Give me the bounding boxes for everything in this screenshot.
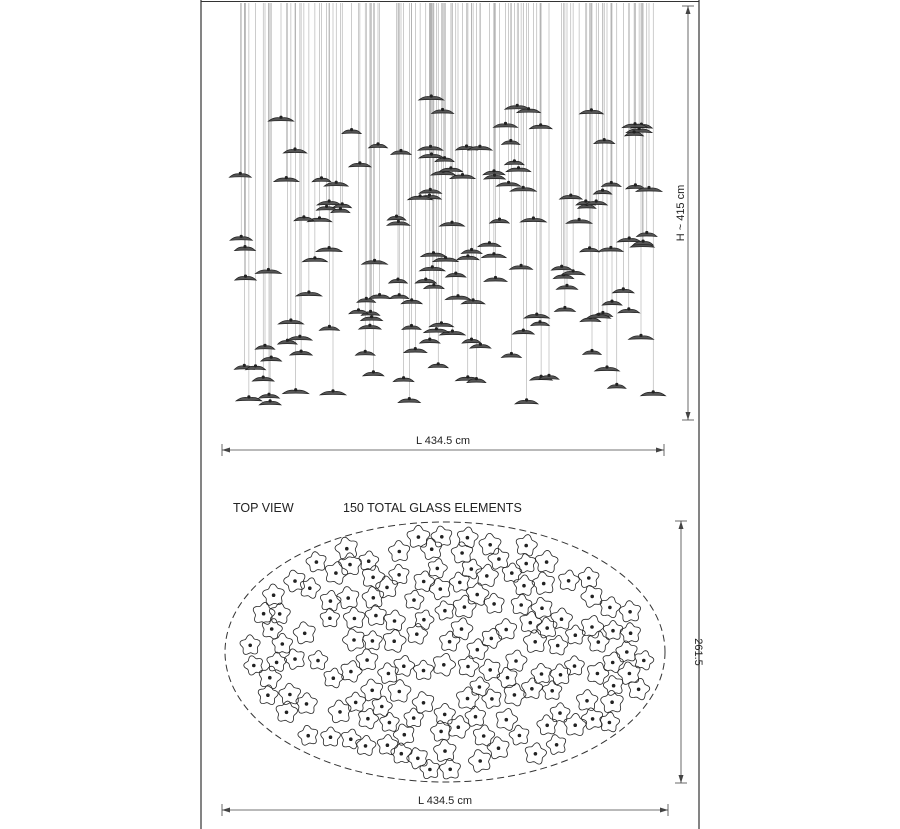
glass-pendant	[560, 194, 583, 200]
top-width-label: 261.5	[692, 638, 704, 666]
glass-element-plan	[377, 735, 398, 755]
glass-element-plan	[414, 571, 434, 591]
glass-pendant	[288, 335, 312, 341]
glass-pendant	[419, 152, 444, 158]
glass-pendant	[457, 254, 479, 260]
glass-element-plan	[321, 590, 342, 611]
glass-pendant	[294, 215, 314, 221]
glass-element-plan	[578, 567, 599, 587]
glass-pendant	[462, 338, 481, 344]
glass-pendant	[510, 186, 536, 192]
glass-element-plan	[388, 680, 411, 702]
glass-pendant	[608, 383, 626, 389]
glass-pendant	[445, 294, 470, 300]
glass-pendant	[229, 172, 251, 178]
glass-pendant	[359, 324, 381, 330]
glass-pendant	[252, 376, 274, 382]
glass-pendant	[283, 147, 306, 153]
top-length-label: L 434.5 cm	[417, 795, 473, 807]
glass-element-plan	[279, 683, 301, 704]
glass-pendant	[387, 220, 410, 226]
glass-element-plan	[551, 608, 573, 629]
glass-element-plan	[325, 562, 347, 585]
glass-element-plan	[414, 660, 434, 679]
glass-element-plan	[428, 559, 447, 578]
glass-pendant	[418, 145, 443, 151]
glass-element-plan	[415, 610, 434, 629]
glass-pendant	[274, 176, 299, 182]
glass-element-plan	[548, 635, 568, 655]
glass-pendant	[404, 347, 427, 353]
glass-pendant	[235, 245, 256, 251]
glass-pendant	[255, 344, 274, 350]
top-view	[225, 522, 665, 782]
glass-pendant	[583, 349, 601, 355]
glass-pendant	[235, 275, 256, 281]
glass-pendant	[494, 122, 518, 128]
glass-pendant	[319, 325, 339, 331]
glass-element-plan	[434, 703, 455, 724]
glass-pendant	[363, 370, 384, 376]
canopy-outline	[225, 522, 665, 782]
glass-element-plan	[362, 587, 384, 608]
glass-pendant	[502, 352, 522, 358]
glass-pendant	[440, 221, 465, 227]
glass-element-plan	[434, 653, 456, 676]
glass-pendant	[555, 306, 576, 312]
glass-pendant	[391, 149, 411, 155]
glass-element-plan	[384, 610, 405, 631]
glass-element-plan	[616, 641, 637, 662]
glass-element-plan	[341, 661, 362, 683]
glass-element-plan	[496, 619, 517, 640]
glass-element-plan	[343, 629, 365, 651]
glass-pendant	[602, 181, 621, 187]
glass-element-plan	[389, 564, 409, 584]
glass-element-plan	[506, 650, 527, 671]
glass-pendant	[387, 215, 406, 221]
height-dimension	[675, 6, 694, 420]
glass-element-plan	[466, 583, 489, 605]
glass-element-plan	[407, 525, 430, 547]
glass-element-plan	[359, 708, 379, 728]
glass-pendant	[316, 246, 342, 252]
glass-pendant	[484, 276, 507, 282]
glass-pendant	[580, 108, 604, 114]
glass-pendant	[478, 241, 501, 247]
front-length-label: L 434.5 cm	[415, 435, 471, 447]
glass-element-plan	[363, 631, 382, 650]
glass-element-plan	[511, 594, 532, 614]
glass-element-plan	[546, 735, 565, 755]
glass-pendant	[595, 365, 620, 371]
glass-element-plan	[420, 759, 439, 778]
front-view	[229, 3, 665, 405]
glass-element-plan	[383, 629, 406, 652]
glass-element-plan	[244, 656, 263, 675]
glass-pendant	[369, 293, 391, 299]
glass-element-plan	[346, 692, 366, 711]
glass-pendant	[361, 315, 383, 321]
glass-element-plan	[603, 676, 622, 696]
glass-pendant	[432, 108, 454, 114]
glass-pendant	[268, 116, 293, 122]
glass-element-plan	[320, 608, 339, 627]
glass-element-plan	[284, 649, 304, 670]
glass-pendant	[356, 350, 376, 356]
glass-element-plan	[522, 678, 543, 699]
glass-element-plan	[581, 586, 602, 608]
glass-element-plan	[564, 713, 587, 735]
glass-pendant	[496, 181, 520, 187]
glass-element-plan	[272, 633, 292, 653]
glass-pendant	[506, 166, 531, 172]
glass-pendant	[470, 343, 491, 349]
glass-element-plan	[440, 631, 460, 651]
glass-element-plan	[458, 656, 479, 677]
glass-pendant	[390, 293, 409, 299]
glass-element-plan	[550, 664, 571, 685]
top-length-dimension	[222, 795, 668, 816]
glass-element-plan	[296, 693, 317, 714]
glass-element-plan	[600, 597, 621, 618]
glass-element-plan	[577, 690, 598, 711]
glass-pendant	[515, 398, 538, 404]
glass-element-plan	[267, 652, 287, 671]
glass-pendant	[393, 376, 414, 382]
glass-elements-plan	[240, 525, 654, 779]
glass-pendant	[510, 264, 533, 270]
glass-pendant	[637, 231, 657, 237]
glass-element-plan	[293, 622, 315, 644]
glass-element-plan	[603, 621, 623, 640]
glass-element-plan	[451, 542, 473, 563]
glass-pendant	[530, 123, 553, 129]
glass-element-plan	[324, 668, 344, 688]
glass-pendant	[617, 236, 641, 242]
glass-pendant	[398, 397, 420, 403]
glass-element-plan	[240, 635, 260, 655]
glass-element-plan	[479, 533, 501, 555]
glass-pendant	[428, 362, 448, 368]
glass-element-plan	[429, 578, 450, 599]
glass-element-plan	[565, 656, 585, 675]
glass-pendant	[303, 256, 328, 262]
glass-pendant	[502, 139, 520, 145]
glass-element-plan	[298, 725, 318, 745]
glass-element-plan	[457, 527, 478, 548]
glass-element-plan	[412, 692, 434, 714]
glass-element-plan	[269, 603, 290, 623]
glass-pendant	[259, 393, 280, 399]
glass-element-plan	[449, 572, 469, 592]
glass-pendant	[283, 388, 309, 394]
glass-element-plan	[306, 552, 326, 572]
glass-element-plan	[309, 651, 328, 670]
glass-pendant	[424, 283, 444, 289]
glass-pendant	[349, 161, 371, 167]
glass-element-plan	[619, 601, 640, 622]
glass-pendant	[446, 272, 466, 278]
glass-pendant	[580, 246, 599, 252]
glass-pendant	[551, 265, 572, 271]
glass-pendant	[320, 389, 346, 395]
glass-element-plan	[359, 551, 379, 570]
height-label: H ~ 415 cm	[675, 184, 687, 242]
glass-pendant	[482, 252, 506, 258]
glass-pendant	[261, 356, 282, 362]
glass-pendant	[420, 338, 440, 344]
glass-element-plan	[516, 554, 535, 573]
glass-element-plan	[453, 595, 476, 618]
glass-pendant	[556, 284, 577, 290]
glass-element-plan	[514, 575, 535, 595]
glass-pendant	[439, 166, 463, 172]
glass-element-plan	[440, 759, 461, 779]
glass-element-plan	[467, 639, 488, 660]
glass-element-plan	[470, 677, 489, 696]
glass-element-plan	[342, 729, 361, 749]
glass-element-plan	[536, 550, 559, 572]
glass-pendant	[461, 248, 482, 254]
glass-element-plan	[537, 715, 557, 735]
glass-pendant	[421, 251, 446, 257]
glass-pendant	[520, 216, 546, 222]
glass-pendant	[641, 390, 666, 396]
glass-pendant	[613, 287, 634, 293]
element-count-label: 150 TOTAL GLASS ELEMENTS	[343, 501, 522, 515]
glass-pendant	[317, 199, 341, 205]
glass-element-plan	[588, 662, 609, 684]
glass-element-plan	[372, 696, 392, 716]
glass-element-plan	[531, 663, 551, 683]
glass-element-plan	[407, 748, 427, 769]
top-view-title: TOP VIEW	[233, 501, 294, 515]
glass-element-plan	[421, 538, 442, 559]
glass-element-plan	[356, 735, 376, 755]
glass-pendant	[290, 350, 312, 356]
glass-pendant	[236, 395, 262, 401]
glass-pendant	[629, 334, 654, 340]
glass-element-plan	[404, 708, 423, 727]
glass-element-plan	[389, 541, 410, 562]
glass-element-plan	[559, 570, 580, 591]
glass-element-plan	[434, 740, 456, 762]
glass-element-plan	[435, 601, 454, 620]
glass-element-plan	[496, 709, 517, 731]
top-width-dimension	[675, 521, 704, 783]
glass-pendant	[513, 329, 535, 335]
glass-element-plan	[451, 618, 473, 640]
glass-pendant	[433, 256, 458, 262]
glass-pendant	[256, 268, 282, 274]
glass-element-plan	[469, 750, 491, 773]
glass-element-plan	[532, 572, 554, 594]
glass-element-plan	[516, 535, 537, 556]
glass-pendant	[419, 94, 444, 100]
glass-pendant	[602, 300, 622, 306]
glass-element-plan	[482, 689, 501, 708]
glass-element-plan	[525, 743, 546, 764]
glass-element-plan	[531, 597, 552, 618]
glass-pendant	[599, 246, 624, 252]
glass-pendant	[429, 321, 453, 327]
glass-pendant	[618, 307, 640, 313]
glass-pendant	[259, 399, 281, 405]
glass-element-plan	[457, 687, 479, 709]
glass-element-plan	[620, 623, 640, 643]
glass-pendant	[524, 313, 549, 319]
glass-element-plan	[339, 553, 362, 575]
glass-element-plan	[343, 607, 365, 628]
glass-pendant	[389, 278, 408, 284]
glass-pendant	[531, 320, 550, 326]
front-length-dimension	[222, 435, 664, 456]
glass-pendant	[424, 327, 449, 333]
glass-element-plan	[356, 649, 378, 670]
glass-element-plan	[504, 684, 526, 706]
glass-pendant	[415, 278, 436, 284]
glass-element-plan	[635, 651, 654, 670]
glass-element-plan	[601, 691, 624, 713]
glass-pendant	[401, 298, 422, 304]
glass-element-plan	[405, 590, 424, 609]
glass-pendant	[402, 324, 421, 330]
glass-pendant	[566, 218, 592, 224]
glass-pendant	[490, 218, 510, 224]
glass-element-plan	[321, 727, 341, 746]
glass-pendant	[362, 259, 388, 265]
